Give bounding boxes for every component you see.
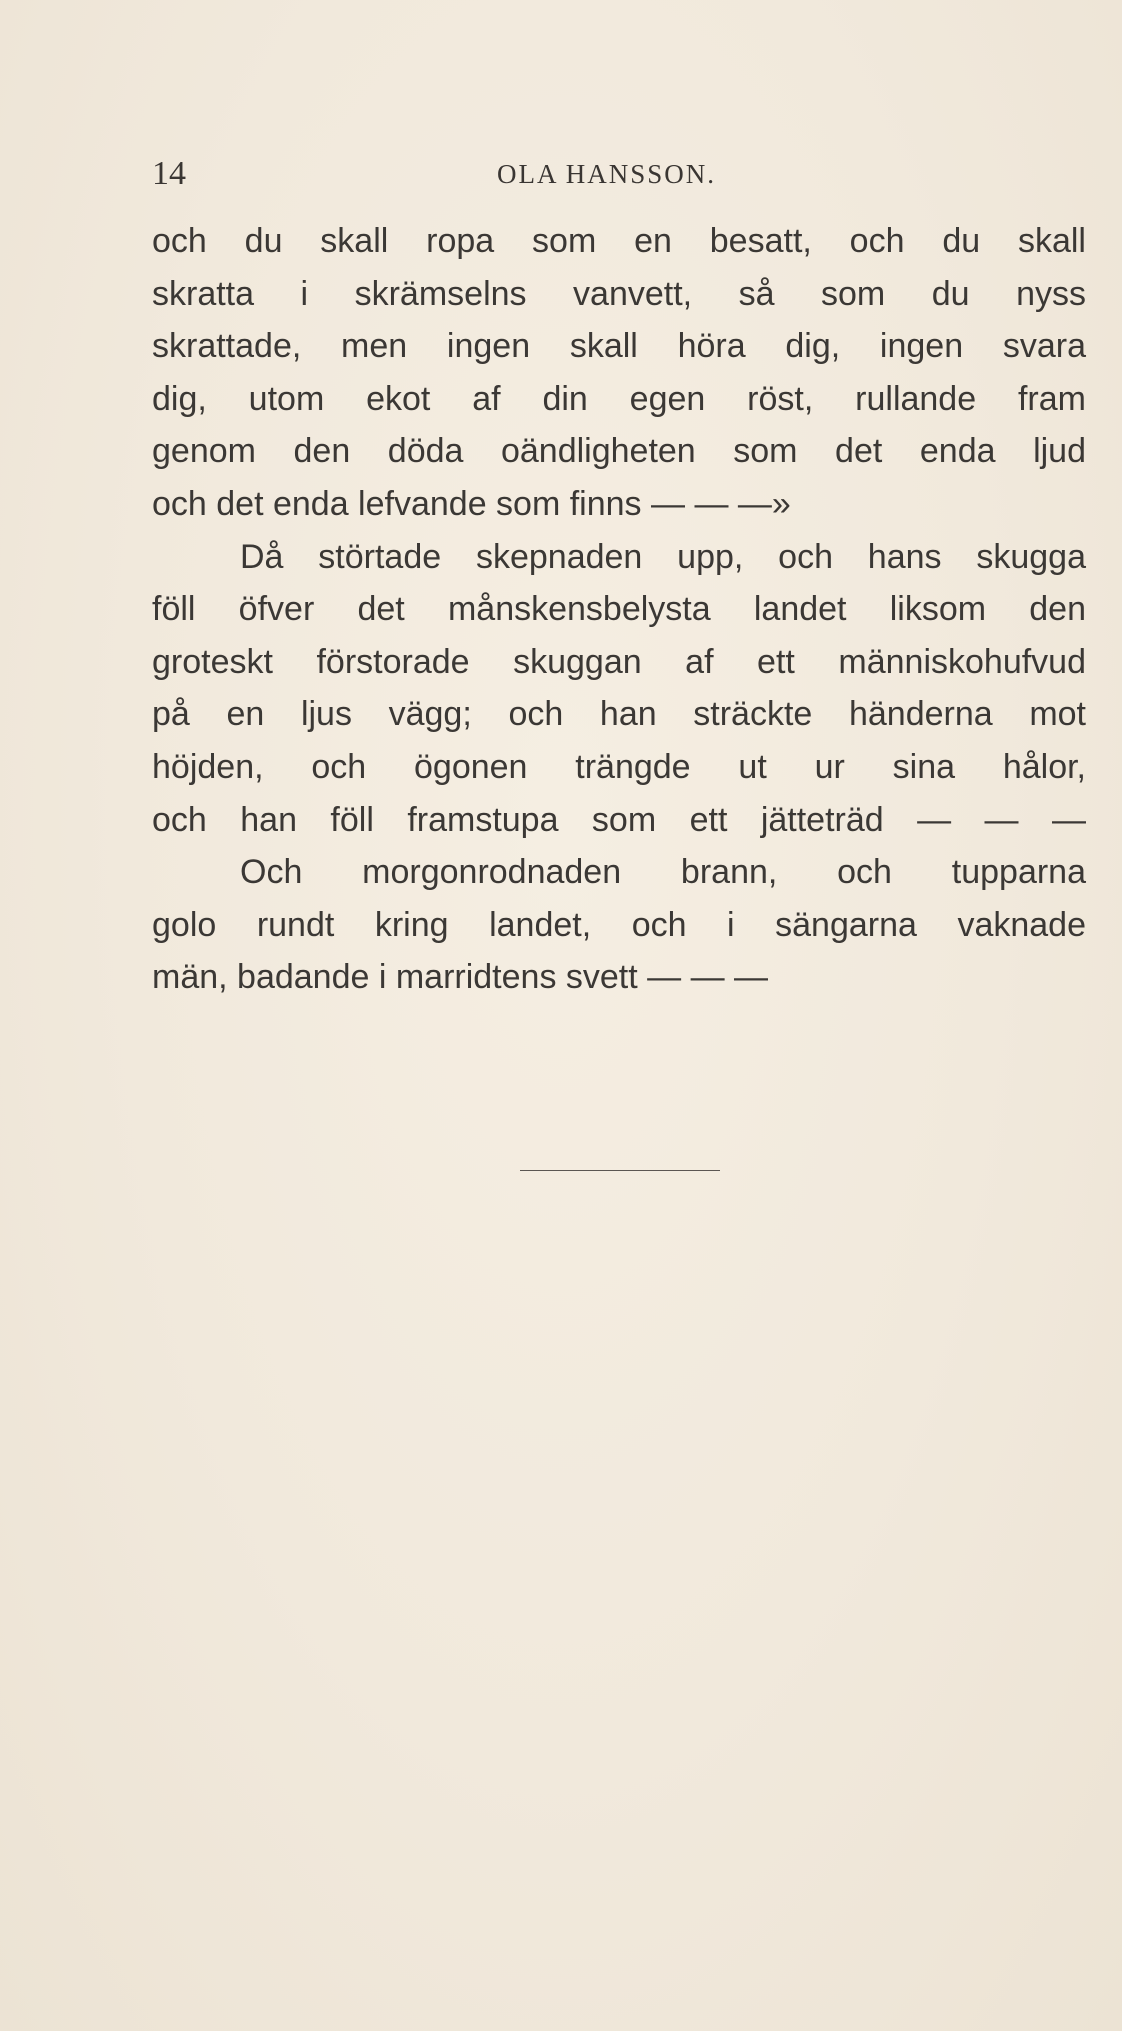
- page-header: [152, 152, 1072, 196]
- text-line: skrattade, men ingen skall höra dig, ingen svara: [152, 327, 1086, 366]
- text-line: Och morgonrodnaden brann, och tupparna: [240, 853, 1086, 892]
- text-line: Då störtade skepnaden upp, och hans skugga: [240, 537, 1086, 576]
- text-line: genom den döda oändligheten som det enda ljud: [152, 432, 1086, 471]
- text-line: skratta i skrämselns vanvett, så som du nyss: [152, 274, 1086, 313]
- text-line: höjden, och ögonen trängde ut ur sina hålor,: [152, 747, 1086, 786]
- body-text: [152, 215, 1086, 1004]
- section-end-rule: [520, 1170, 720, 1171]
- text-line: och han föll framstupa som ett jätteträd — — —: [152, 800, 1086, 839]
- text-line: män, badande i marridtens svett — — —: [152, 958, 769, 997]
- text-line: på en ljus vägg; och han sträckte händerna mot: [152, 695, 1086, 734]
- text-line: dig, utom ekot af din egen röst, rullande fram: [152, 379, 1086, 418]
- running-head: OLA HANSSON.: [497, 159, 717, 189]
- text-line: groteskt förstorade skuggan af ett människohufvud: [152, 642, 1086, 681]
- page-number: 14: [152, 155, 186, 192]
- text-line: och du skall ropa som en besatt, och du skall: [152, 222, 1086, 260]
- text-line: och det enda lefvande som finns — — —»: [152, 484, 791, 523]
- text-line: golo rundt kring landet, och i sängarna vaknade: [152, 905, 1086, 944]
- text-line: föll öfver det månskensbelysta landet liksom den: [152, 590, 1086, 629]
